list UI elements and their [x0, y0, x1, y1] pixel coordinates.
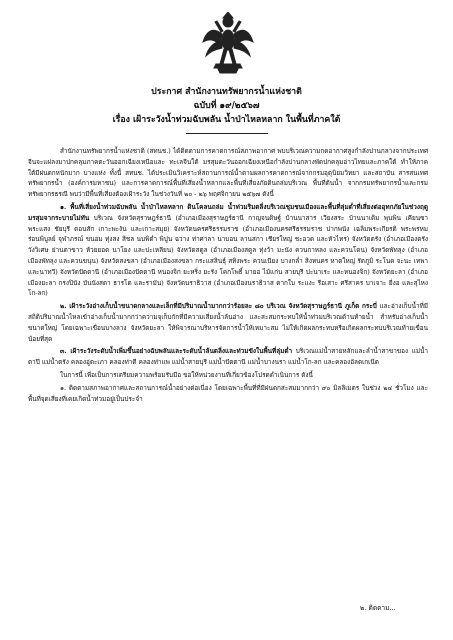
section-3-text: บริเวณแม่น้ำสายหลักและลำน้ำสาขาของ แม่น้ำตาปี แม่น้ำตรัง คลองอู่ตะเภา คลองท่าดี คลองท่าแพ แม่น้ำสายบุรี แม่น้ำปัตตานี แม่น้ำบางนรา แม่น้ำโก-ลก และคลองอัลดเกเน๊ต [28, 347, 428, 367]
continued-marker: ๒. ติดตาม... [360, 604, 396, 612]
section-1-lead: ๑. พื้นที่เสี่ยงน้ำท่วมฉับพลัน น้ำป่าไหลหลาก ดินโคลนถล่ม น้ำท่วมริมตลิ่งบริเวณชุมชนเมืองและพื้นที่ลุ่มต่ำที่เสี่ยงต่ออุทกภัยในช่วงฤดูมรสุมจากระบายไม่ทัน [28, 202, 428, 222]
garuda-emblem-icon [202, 12, 254, 74]
closing-text: ในการนี้ เพื่อเป็นการเตรียมความพร้อมรับมือ ขอให้หน่วยงานที่เกี่ยวข้องโปรดดำเนินการ ดังนี้ [60, 370, 313, 379]
section-2-text: และอ่างเก็บน้ำที่มีสถิติปริมาณน้ำไหลเข้าอ่างเก็บน้ำมากกว่าความจุเก็บกักที่มีความเสี่ยงน้ำล้นอ่าง และสะสมกระทบให้น้ำท่วมบริเวณด้านท้ายน้ำ สำหรับอ่างเก็บน้ำขนาดใหญ่ โดยเฉพาะเขื่อนบางลาง จังหวัดยะลา ให้พิจารณาบริหารจัดการน้ำให้เหมาะสม ไม่ให้เกิดผลกระทบหรือเกิดผลกระทบบริเวณท้ายเขื่อนน้อยที่สุด [28, 302, 428, 343]
section-3-lead: ๓. เฝ้าระวังระดับน้ำเพิ่มขึ้นอย่างฉับพลันและระดับน้ำล้นตลิ่งและท่วมขังในพื้นที่ลุ่มต่ำ [60, 347, 293, 356]
announcement-number: ฉบับที่ ๑๙/๒๕๖๗ [193, 101, 260, 111]
announcement-title: ประกาศ สำนักงานทรัพยากรน้ำแห่งชาติ [151, 87, 302, 97]
action-item-1-text: ๑. ติดตามสภาพอากาศและสถานการณ์น้ำอย่างต่อเนื่อง โดยเฉพาะพื้นที่ที่มีฝนตกสะสมมากกว่า ๙๐ มิลลิเมตร ในช่วง ๒๔ ชั่วโมง และพื้นที่จุดเสี่ยงที่เคยเกิดน้ำท่วมอยู่เป็นประจำ [28, 383, 428, 403]
closing-paragraph [28, 370, 428, 381]
section-3 [28, 346, 428, 368]
intro-paragraph [28, 146, 428, 200]
document-body [28, 146, 428, 406]
section-2-lead: ๒. เฝ้าระวังอ่างเก็บน้ำขนาดกลางและเล็กที่มีปริมาณน้ำมากกว่าร้อยละ ๘๐ บริเวณ จังหวัดสุราษฎร์ธานี ภูเก็ต กระบี่ [60, 302, 377, 311]
intro-text: สำนักงานทรัพยากรน้ำแห่งชาติ (สทนช.) ได้ติดตามการคาดการณ์สภาพอากาศ พบบริเวณความกดอากาศสูงกำลังปานกลางจากประเทศจีนจะแผ่ลงมาปกคลุมภาคตะวันออกเฉียงเหนือและ ทะเลจีนใต้ มรสุมตะวันออกเฉียงเหนือกำลังปานกลางพัดปกคลุมอ่าวไทยและภาคใต้ ทำให้ภาคใต้มีฝนตกหนักมาก บางแห่ง ทั้งนี้ สทนช. ได้ประเมินวิเคราะห์สถานการณ์น้ำตามผลการคาดการณ์จากกรมอุตุนิยมวิทยา และสถาบัน สารสนเทศทรัพยากรน้ำ (องค์การมหาชน) และการคาดการณ์พื้นที่เสี่ยงน้ำหลากและพื้นที่เสี่ยงภัยดินถล่มบริเวณ พื้นที่ต้นน้ำ จากกรมทรัพยากรน้ำและกรมทรัพยากรธรณี พบว่ามีพื้นที่เสี่ยงต้องเฝ้าระวัง ในช่วงวันที่ ๒๐ - ๒๖ พฤศจิกายน ๒๕๖๗ ดังนี้ [28, 147, 428, 199]
section-1 [28, 202, 428, 299]
section-2 [28, 301, 428, 344]
action-item-1 [28, 383, 428, 405]
announcement-subject: เรื่อง เฝ้าระวังน้ำท่วมฉับพลัน น้ำป่าไหลหลาก ในพื้นที่ภาคใต้ [112, 115, 341, 125]
section-1-text: บริเวณ จังหวัดสุราษฎร์ธานี (อำเภอเมืองสุราษฎร์ธานี กาญจนดิษฐ์ บ้านนาสาร เวียงสระ บ้านนาเดิม พุนพิน เคียนซา พระแสง ชัยบุรี ดอนสัก เกาะพะงัน และเกาะสมุย) จังหวัดนครศรีธรรมราช (อำเภอเมืองนครศรีธรรมราช ปากพนัง เฉลิมพระเกียรติ พระพรหม ร่อนพิบูลย์ จุฬาภรณ์ ขนอม ทุ่งสง สิชล นบพิตำ พิปูน ฉวาง ท่าศาลา นาบอน ลานสกา เชียรใหญ่ ชะอวด และหัวไทร) จังหวัดตรัง (อำเภอเมืองตรัง วังวิเศษ ย่านตาขาว ห้วยยอด นาโยง และปะเหลียน) จังหวัดสตูล (อำเภอเมืองสตูล ทุ่งว้า มะนัง ควนกาหลง และควนโดน) จังหวัดพัทลุง (อำเภอเมืองพัทลุง และควนขนุน) จังหวัดสงขลา (อำเภอเมืองสงขลา กระแสสินธุ์ สทิงพระ ควนเนียง บางกล่ำ สิงหนคร หาดใหญ่ รัตภูมิ ระโนด จะนะ เทพา และนาทวี) จังหวัดปัตตานี (อำเภอเมืองปัตตานี หนองจิก ยะหริ่ง ยะรัง โคกโพธิ์ มายอ ไม้แก่น สายบุรี ปะนาเระ และหนองจิก) จังหวัดยะลา (อำเภอเมืองยะลา กรงปินัง บันนังสตา ธารโต และรามัน) จังหวัดนราธิวาส (อำเภอเมืองนราธิวาส ตากใบ ระแงะ รือเสาะ ศรีสาคร บาเจาะ ยี่งอ และสุไหงโก-ลก) [28, 213, 428, 298]
title-divider [186, 133, 268, 134]
